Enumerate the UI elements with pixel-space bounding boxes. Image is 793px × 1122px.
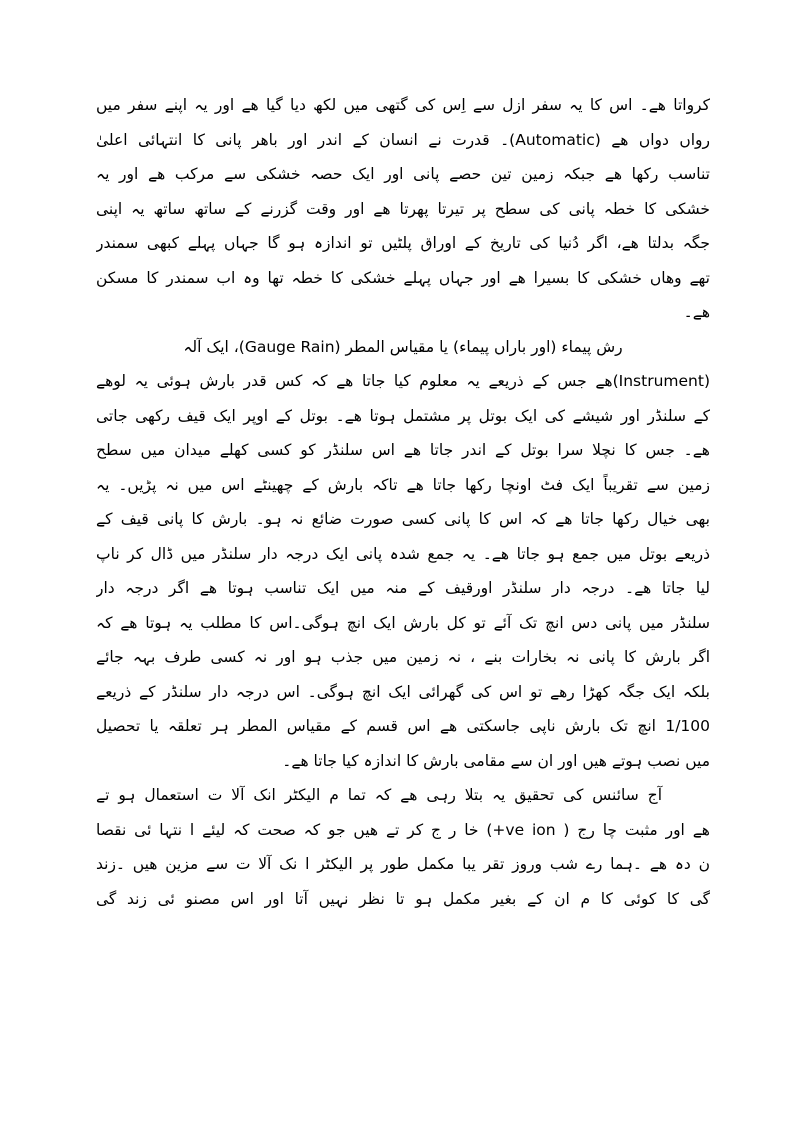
text-line: رش پیماء (اور باراں پیماء) یا مقیاس المطر (Gauge Rain)، ایک آلہ	[183, 337, 623, 356]
paragraph-rain-gauge	[96, 330, 710, 779]
text-line: ھے۔ جس کا نچلا سرا بوتل کے اندر جاتا ھے اس سلنڈر کو کسی کھلے میدان میں سطح	[96, 441, 710, 459]
text-line: ذریعے بوتل میں جمع ہو جاتا ھے۔ یہ جمع شدہ پانی ایک درجہ دار سلنڈر میں ڈال کر ناپ	[96, 544, 710, 563]
text-line: بلکہ ایک جگہ کھڑا رھے تو اس کی گھرائی ایک انچ ہوگی۔ اس درجہ دار سلنڈر کے ذریعے	[96, 682, 710, 701]
text-line: کے سلنڈر اور شیشے کی ایک بوتل پر مشتمل ہوتا ھے۔ بوتل کے اوپر ایک قیف رکھی جاتی	[96, 406, 710, 425]
body-text	[96, 88, 710, 916]
text-line: (Instrument)ھے جس کے ذریعے یہ معلوم کیا جاتا ھے کہ کس قدر بارش ہوئی یہ لوھے	[96, 372, 710, 390]
text-line: کرواتا ھے۔ اس کا یہ سفر ازل سے اِس کی گتھی میں لکھ دیا گیا ھے اور یہ اپنے سفر میں	[96, 96, 710, 114]
text-line: خشکی کا خطہ پانی کی سطح پر تیرتا پھرتا ھے اور وقت گزرنے کے ساتھ ساتھ یہ اپنی	[96, 199, 710, 218]
text-line: تھے وھاں خشکی کا بسیرا ھے اور جہاں پہلے خشکی کا خطہ تھا وہ اب سمندر کا مسکن	[96, 268, 710, 287]
text-line: بھی خیال رکھا جاتا ھے کہ اس کا پانی کسی صورت ضائع نہ ہو۔ بارش کا پانی قیف کے	[96, 510, 710, 528]
text-line: رواں دواں ھے (Automatic)۔ قدرت نے انسان کے اندر اور باھر پانی کا انتہائی اعلیٰ	[96, 130, 710, 149]
text-line: میں نصب ہوتے ھیں اور ان سے مقامی بارش کا اندازہ کیا جاتا ھے۔	[282, 751, 710, 770]
text-line: زمین سے تقریباً ایک فٹ اونچا رکھا جاتا ھے تاکہ بارش کے چھینٹے اس میں نہ پڑیں۔ یہ	[96, 475, 710, 494]
text-line: سلنڈر میں پانی دس انچ تک آئے تو کل بارش ایک انچ ہوگی۔اس کا مطلب یہ ہوتا ھے کہ	[96, 613, 710, 632]
text-line: ن دہ ھے ۔ہما رے شب وروز تقر یبا مکمل طور پر الیکٹر ا نک آلا ت سے مزین ھیں ۔زند	[96, 855, 710, 873]
text-line: تناسب رکھا ھے جبکہ زمین تین حصے پانی اور ایک حصہ خشکی سے مرکب ھے اور یہ	[96, 165, 710, 183]
paragraph-electronics	[96, 778, 710, 916]
text-line: ھے۔	[683, 303, 710, 321]
text-line: اگر بارش کا پانی نہ بخارات بنے ، نہ زمین میں جذب ہو اور نہ کسی طرف بہہ جائے	[96, 648, 710, 666]
text-line: 1/100 انچ تک بارش ناپی جاسکتی ھے اس قسم کے مقیاس المطر ہر تعلقہ یا تحصیل	[96, 717, 710, 735]
text-line: ھے اور مثبت چا رج ( ve ion+) خا ر ج کر تے ھیں جو کہ صحت کہ لیئے ا نتہا ئی نقصا	[96, 820, 710, 839]
text-line: گی کا کوئی کا م ان کے بغیر مکمل ہو تا نظر نہیں آتا اور اس مصنو ئی زند گی	[96, 889, 710, 908]
paragraph-water-cycle	[96, 88, 710, 330]
text-line: آج سائنس کی تحقیق یہ بتلا رہی ھے کہ تما م الیکٹر انک آلا ت استعمال ہو تے	[96, 786, 662, 804]
text-line: جگہ بدلتا ھے، اگر دُنیا کی تاریخ کے اوراق پلٹیں تو اندازہ ہو گا جہاں پہلے کبھی سمندر	[96, 234, 710, 252]
text-line: لیا جاتا ھے۔ درجہ دار سلنڈر اورقیف کے منہ میں ایک تناسب ہوتا ھے اگر درجہ دار	[96, 579, 710, 597]
